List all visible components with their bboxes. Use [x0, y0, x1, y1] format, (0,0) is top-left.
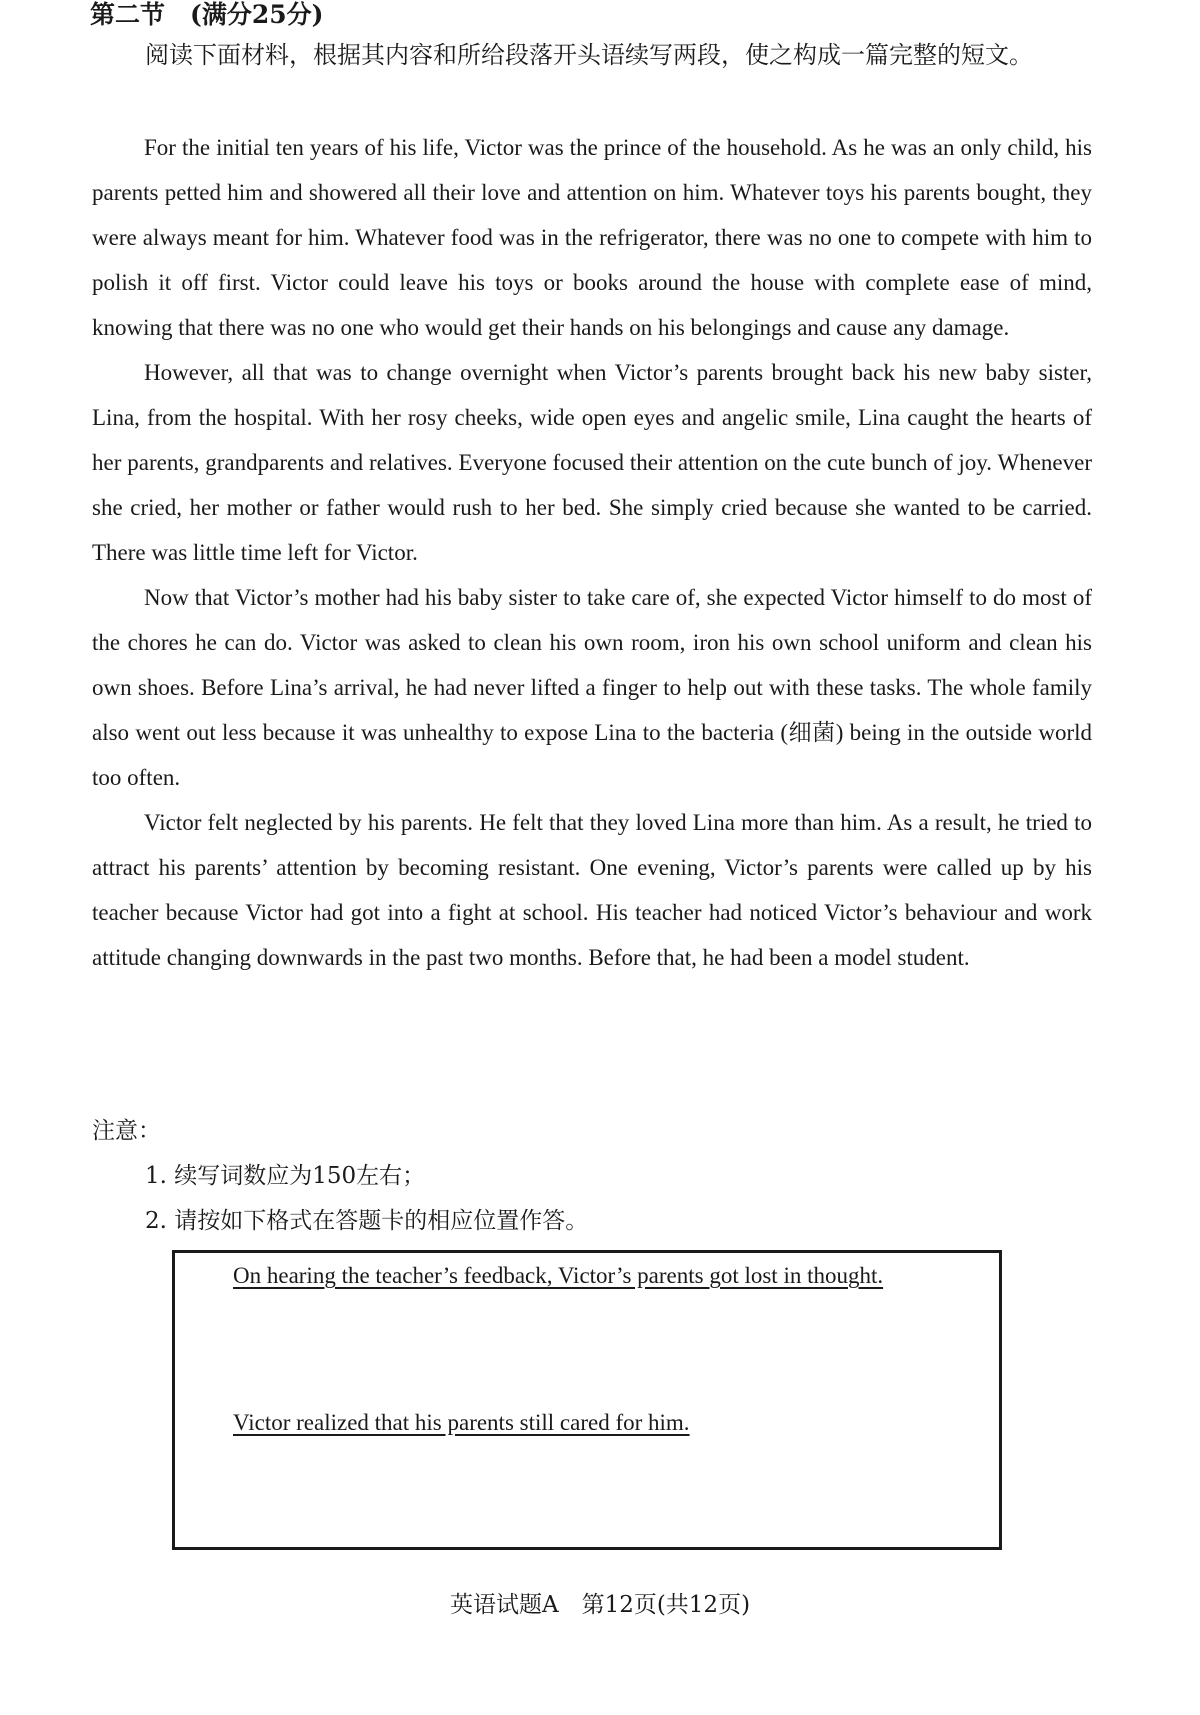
note-item-format: 2. 请按如下格式在答题卡的相应位置作答。: [145, 1208, 589, 1234]
note-item-word-count: 1. 续写词数应为150左右；: [145, 1163, 426, 1189]
passage-paragraph: However, all that was to change overnight when Victor’s parents brought back his new baby sister, Lina, from the hospital. With her rosy cheeks, wide open eyes and angelic smile, Lina caught the hearts of her parents, grandparents and relatives. Everyone focused their attention on the cute bunch of joy. Whenever she cried, her mother or father would rush to her bed. She simply cried because she wanted to be carried. There was little time left for Victor.: [92, 360, 1092, 565]
notes-label: 注意：: [92, 1118, 161, 1144]
passage-paragraph: Now that Victor’s mother had his baby sister to take care of, she expected Victor himself to do most of the chores he can do. Victor was asked to clean his own room, iron his own school uniform and clean his own shoes. Before Lina’s arrival, he had never lifted a finger to help out with these tasks. The whole family also went out less because it was unhealthy to expose Lina to the bacteria (细菌) being in the outside world too often.: [92, 585, 1092, 790]
passage-paragraph: Victor felt neglected by his parents. He felt that they loved Lina more than him. As a result, he tried to attract his parents’ attention by becoming resistant. One evening, Victor’s parents were called up by his teacher because Victor had got into a fight at school. His teacher had noticed Victor’s behaviour and work attitude changing downwards in the past two months. Before that, he had been a model student.: [92, 810, 1092, 970]
paragraph-opening-1: On hearing the teacher’s feedback, Victor’s parents got lost in thought.: [233, 1263, 884, 1288]
paragraph-opening-2: Victor realized that his parents still cared for him.: [233, 1410, 690, 1435]
instruction-text: 阅读下面材料，根据其内容和所给段落开头语续写两段，使之构成一篇完整的短文。: [145, 41, 1033, 69]
passage-paragraph: For the initial ten years of his life, Victor was the prince of the household. As he was an only child, his parents petted him and showered all their love and attention on him. Whatever toys his parents bought, they were always meant for him. Whatever food was in the refrigerator, there was no one to compete with him to polish it off first. Victor could leave his toys or books around the house with complete ease of mind, knowing that there was no one who would get their hands on his belongings and cause any damage.: [92, 135, 1092, 340]
reading-passage: [92, 125, 1092, 980]
page-footer: 英语试题A 第12页(共12页): [449, 1592, 751, 1618]
answer-box: [172, 1250, 1002, 1550]
section-title: 第二节 (满分25分): [90, 0, 324, 29]
